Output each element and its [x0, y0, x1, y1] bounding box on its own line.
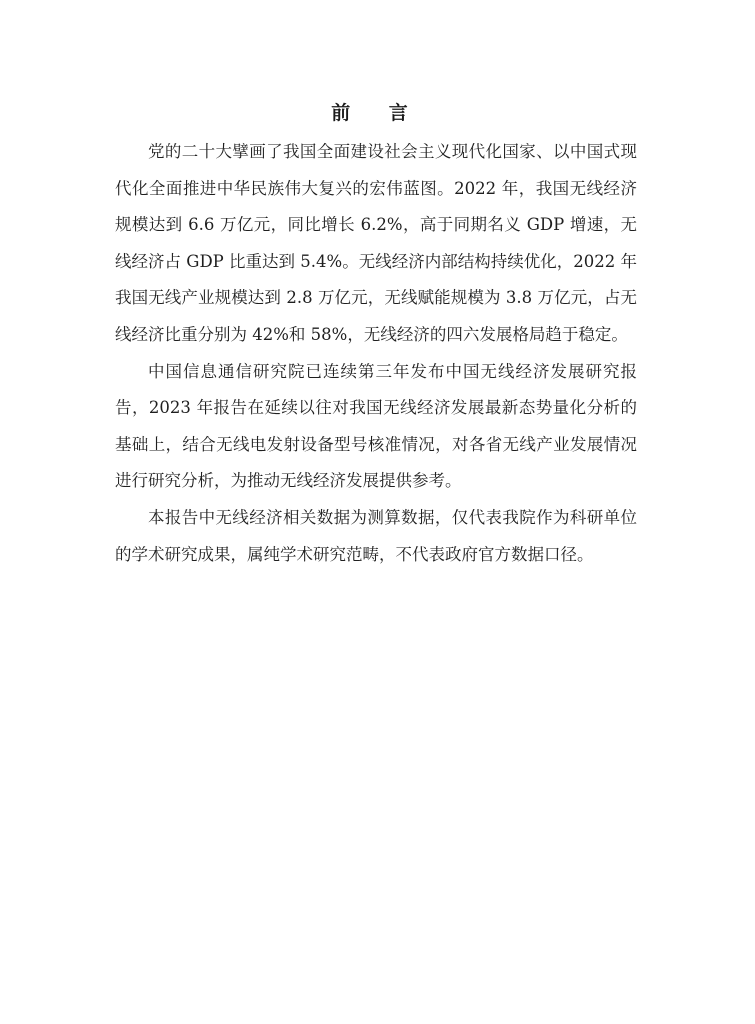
preface-title: 前 言 — [331, 102, 424, 124]
paragraph-2: 中国信息通信研究院已连续第三年发布中国无线经济发展研究报告，2023 年报告在延续以往对我国无线经济发展最新态势量化分析的基础上，结合无线电发射设备型号核准情况，对各省无线产业发展情况进行研究分析，为推动无线经济发展提供参考。 — [115, 361, 637, 491]
paragraph-1: 党的二十大擘画了我国全面建设社会主义现代化国家、以中国式现代化全面推进中华民族伟大复兴的宏伟蓝图。2022 年，我国无线经济规模达到 6.6 万亿元，同比增长 6.2%，高于同期名义 GDP 增速，无线经济占 GDP 比重达到 5.4%。无线经济内部结构持续优化，2022 年我国无线产业规模达到 2.8 万亿元，无线赋能规模为 3.8 万亿元，占无线经济比重分别为 42%和 58%，无线经济的四六发展格局趋于稳定。 — [115, 142, 637, 344]
preface-body — [115, 134, 637, 573]
paragraph-3: 本报告中无线经济相关数据为测算数据，仅代表我院作为科研单位的学术研究成果，属纯学术研究范畴，不代表政府官方数据口径。 — [115, 507, 637, 564]
